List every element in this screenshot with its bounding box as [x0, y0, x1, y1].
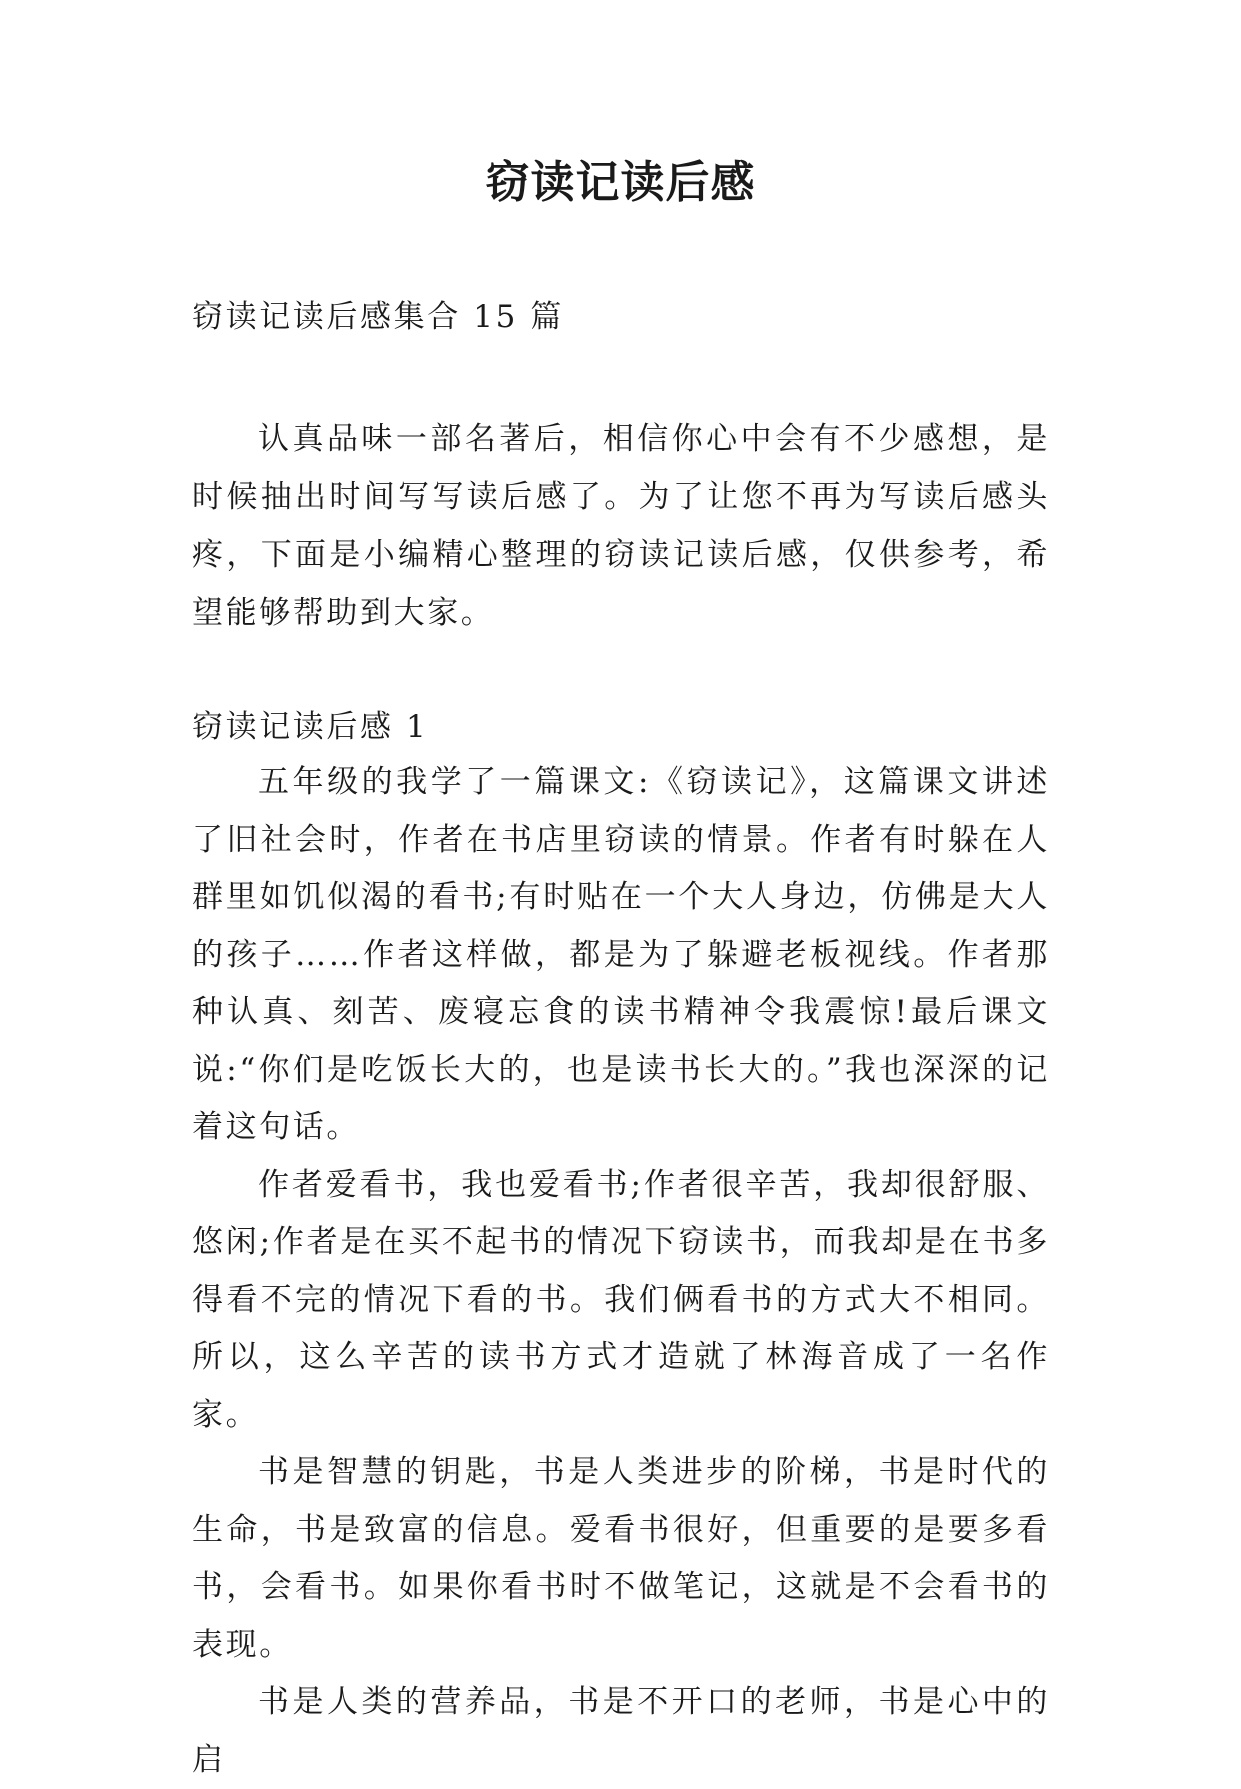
body-paragraph: 作者爱看书，我也爱看书;作者很辛苦，我却很舒服、悠闲;作者是在买不起书的情况下窃读书，而我却是在书多得看不完的情况下看的书。我们俩看书的方式大不相同。所以，这么辛苦的读书方式才造就了林海音成了一名作家。: [192, 1166, 1050, 1433]
article-section: [192, 700, 1050, 1789]
body-paragraph: 书是人类的营养品，书是不开口的老师，书是心中的启: [192, 1684, 1050, 1778]
intro-paragraph: 认真品味一部名著后，相信你心中会有不少感想，是时候抽出时间写写读后感了。为了让您不再为写读后感头疼，下面是小编精心整理的窃读记读后感，仅供参考，希望能够帮助到大家。: [192, 421, 1050, 631]
document-subtitle: 窃读记读后感集合 15 篇: [192, 299, 564, 335]
article-body: [192, 754, 1050, 1789]
body-paragraph: 五年级的我学了一篇课文:《窃读记》，这篇课文讲述了旧社会时，作者在书店里窃读的情景。作者有时躲在人群里如饥似渴的看书;有时贴在一个大人身边，仿佛是大人的孩子……作者这样做，都是为了躲避老板视线。作者那种认真、刻苦、废寝忘食的读书精神令我震惊!最后课文说:“你们是吃饭长大的，也是读书长大的。”我也深深的记着这句话。: [192, 764, 1050, 1145]
article-heading: 窃读记读后感 1: [192, 709, 429, 745]
document-title: 窃读记读后感: [485, 157, 756, 208]
body-paragraph: 书是智慧的钥匙，书是人类进步的阶梯，书是时代的生命，书是致富的信息。爱看书很好，但重要的是要多看书，会看书。如果你看书时不做笔记，这就是不会看书的表现。: [192, 1454, 1050, 1663]
